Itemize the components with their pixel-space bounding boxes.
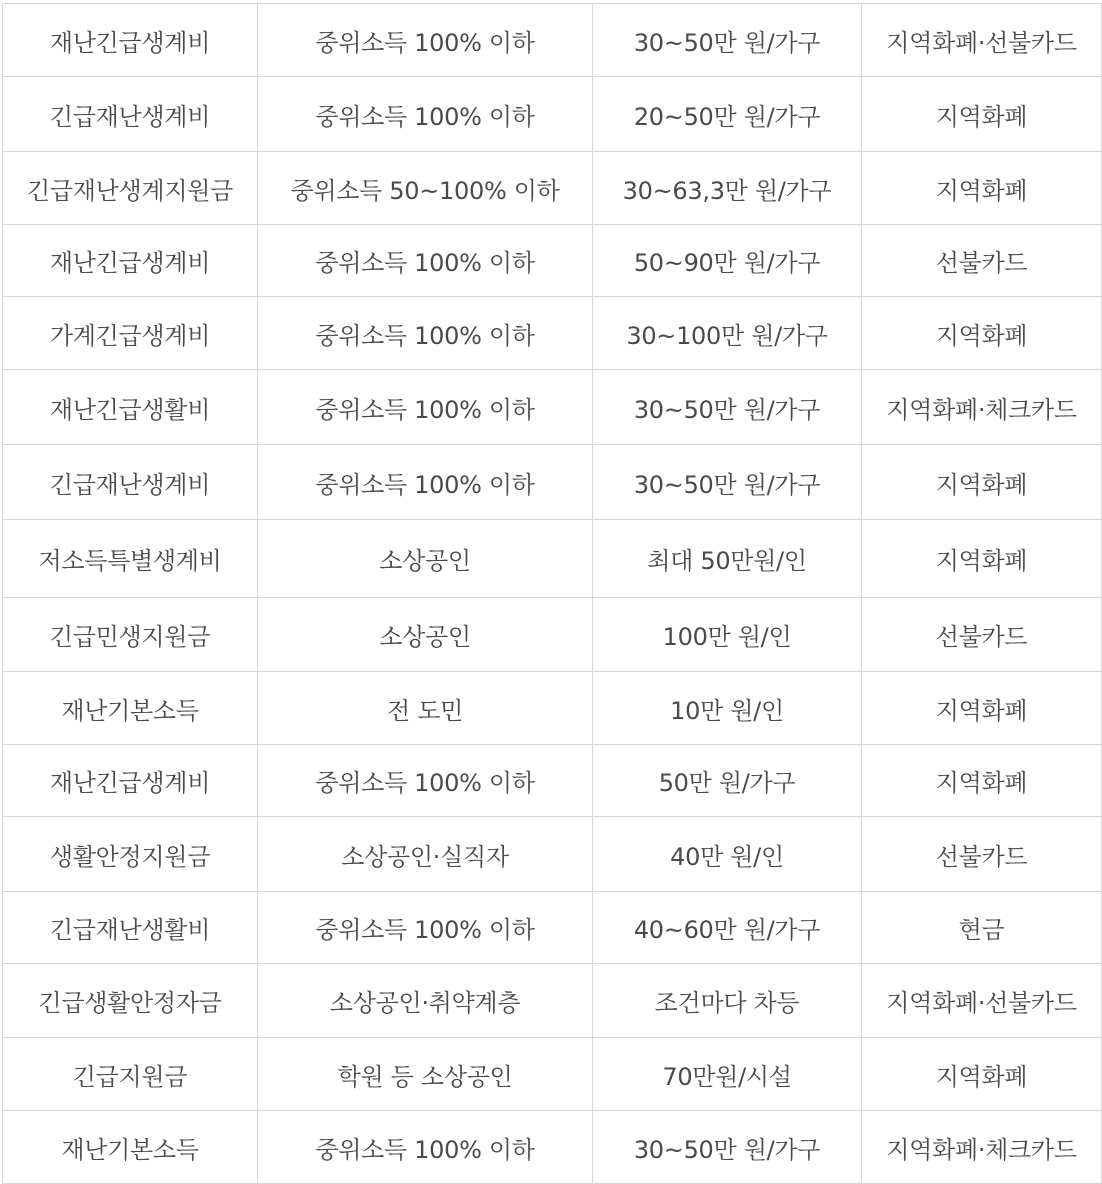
cell-amount: 최대 50만원/인 bbox=[593, 520, 862, 598]
cell-eligibility: 중위소득 100% 이하 bbox=[258, 745, 593, 817]
table-row bbox=[3, 672, 1102, 745]
relief-fund-table bbox=[2, 3, 1102, 1184]
cell-payment-method: 지역화폐 bbox=[862, 445, 1102, 520]
table-row bbox=[3, 892, 1102, 964]
cell-eligibility: 중위소득 100% 이하 bbox=[258, 370, 593, 445]
table-row bbox=[3, 77, 1102, 152]
cell-amount: 50만 원/가구 bbox=[593, 745, 862, 817]
cell-program-name: 재난기본소득 bbox=[3, 672, 258, 745]
table-row bbox=[3, 4, 1102, 77]
cell-payment-method: 지역화폐 bbox=[862, 672, 1102, 745]
cell-program-name: 생활안정지원금 bbox=[3, 817, 258, 892]
cell-payment-method: 지역화폐·체크카드 bbox=[862, 1111, 1102, 1184]
table-row bbox=[3, 745, 1102, 817]
cell-amount: 30~50만 원/가구 bbox=[593, 370, 862, 445]
cell-eligibility: 중위소득 100% 이하 bbox=[258, 77, 593, 152]
cell-eligibility: 중위소득 100% 이하 bbox=[258, 892, 593, 964]
cell-eligibility: 소상공인 bbox=[258, 598, 593, 672]
cell-amount: 20~50만 원/가구 bbox=[593, 77, 862, 152]
cell-payment-method: 현금 bbox=[862, 892, 1102, 964]
cell-payment-method: 지역화폐 bbox=[862, 152, 1102, 225]
cell-program-name: 저소득특별생계비 bbox=[3, 520, 258, 598]
cell-payment-method: 지역화폐 bbox=[862, 520, 1102, 598]
cell-eligibility: 소상공인·실직자 bbox=[258, 817, 593, 892]
table-row bbox=[3, 964, 1102, 1038]
cell-amount: 40만 원/인 bbox=[593, 817, 862, 892]
cell-eligibility: 중위소득 100% 이하 bbox=[258, 297, 593, 370]
cell-payment-method: 선불카드 bbox=[862, 817, 1102, 892]
cell-program-name: 재난긴급생계비 bbox=[3, 4, 258, 77]
cell-eligibility: 소상공인·취약계층 bbox=[258, 964, 593, 1038]
cell-program-name: 긴급생활안정자금 bbox=[3, 964, 258, 1038]
table-row bbox=[3, 1111, 1102, 1184]
cell-eligibility: 중위소득 100% 이하 bbox=[258, 225, 593, 297]
cell-amount: 30~50만 원/가구 bbox=[593, 4, 862, 77]
cell-amount: 40~60만 원/가구 bbox=[593, 892, 862, 964]
table-row bbox=[3, 370, 1102, 445]
table-row bbox=[3, 1038, 1102, 1111]
cell-amount: 70만원/시설 bbox=[593, 1038, 862, 1111]
cell-payment-method: 지역화폐·선불카드 bbox=[862, 4, 1102, 77]
table-row bbox=[3, 445, 1102, 520]
cell-payment-method: 선불카드 bbox=[862, 225, 1102, 297]
table-row bbox=[3, 152, 1102, 225]
cell-program-name: 재난긴급생활비 bbox=[3, 370, 258, 445]
table-row bbox=[3, 598, 1102, 672]
cell-program-name: 재난기본소득 bbox=[3, 1111, 258, 1184]
cell-payment-method: 지역화폐 bbox=[862, 297, 1102, 370]
cell-amount: 30~100만 원/가구 bbox=[593, 297, 862, 370]
cell-eligibility: 중위소득 100% 이하 bbox=[258, 4, 593, 77]
cell-amount: 50~90만 원/가구 bbox=[593, 225, 862, 297]
table-row bbox=[3, 297, 1102, 370]
cell-program-name: 긴급민생지원금 bbox=[3, 598, 258, 672]
table-row bbox=[3, 817, 1102, 892]
cell-program-name: 긴급지원금 bbox=[3, 1038, 258, 1111]
cell-amount: 30~50만 원/가구 bbox=[593, 445, 862, 520]
cell-eligibility: 중위소득 100% 이하 bbox=[258, 1111, 593, 1184]
cell-program-name: 재난긴급생계비 bbox=[3, 745, 258, 817]
cell-amount: 30~63,3만 원/가구 bbox=[593, 152, 862, 225]
cell-amount: 10만 원/인 bbox=[593, 672, 862, 745]
cell-program-name: 긴급재난생계비 bbox=[3, 77, 258, 152]
cell-eligibility: 전 도민 bbox=[258, 672, 593, 745]
cell-program-name: 가계긴급생계비 bbox=[3, 297, 258, 370]
cell-eligibility: 학원 등 소상공인 bbox=[258, 1038, 593, 1111]
cell-program-name: 긴급재난생계비 bbox=[3, 445, 258, 520]
cell-amount: 100만 원/인 bbox=[593, 598, 862, 672]
table-body bbox=[3, 4, 1102, 1184]
cell-payment-method: 지역화폐·체크카드 bbox=[862, 370, 1102, 445]
cell-amount: 조건마다 차등 bbox=[593, 964, 862, 1038]
cell-program-name: 긴급재난생계지원금 bbox=[3, 152, 258, 225]
cell-eligibility: 중위소득 50~100% 이하 bbox=[258, 152, 593, 225]
cell-payment-method: 지역화폐 bbox=[862, 745, 1102, 817]
cell-payment-method: 지역화폐·선불카드 bbox=[862, 964, 1102, 1038]
table-row bbox=[3, 520, 1102, 598]
cell-payment-method: 지역화폐 bbox=[862, 1038, 1102, 1111]
cell-eligibility: 중위소득 100% 이하 bbox=[258, 445, 593, 520]
cell-amount: 30~50만 원/가구 bbox=[593, 1111, 862, 1184]
cell-program-name: 긴급재난생활비 bbox=[3, 892, 258, 964]
cell-payment-method: 선불카드 bbox=[862, 598, 1102, 672]
cell-payment-method: 지역화폐 bbox=[862, 77, 1102, 152]
cell-eligibility: 소상공인 bbox=[258, 520, 593, 598]
table-row bbox=[3, 225, 1102, 297]
cell-program-name: 재난긴급생계비 bbox=[3, 225, 258, 297]
